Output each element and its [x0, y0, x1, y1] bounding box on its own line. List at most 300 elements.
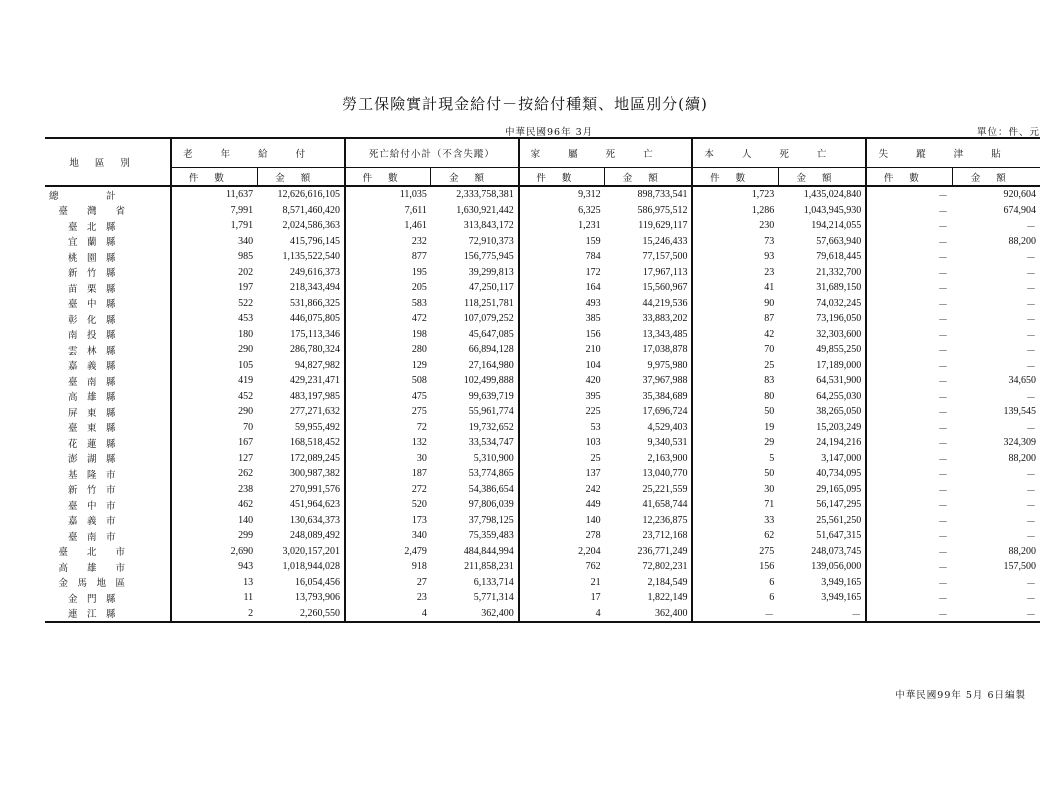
amount-cell: 17,696,724 [642, 406, 688, 418]
count-cell: 21 [519, 575, 605, 591]
count-cell: 41 [692, 280, 778, 296]
amount-cell: － [1026, 299, 1036, 311]
region-cell: 花 蓮 縣 [49, 438, 116, 450]
count-cell: 80 [692, 389, 778, 405]
count-cell: 299 [171, 528, 257, 544]
amount-cell: 2,163,900 [647, 452, 688, 464]
amount-cell: 286,780,324 [289, 344, 340, 356]
count-cell: 104 [519, 358, 605, 374]
count-cell: 70 [692, 342, 778, 358]
region-cell: 屏 東 縣 [49, 407, 116, 419]
table-row [45, 404, 1040, 420]
amount-cell: 33,534,747 [468, 437, 514, 449]
count-cell: 180 [171, 327, 257, 343]
table-row [45, 544, 1040, 560]
region-cell: 嘉 義 縣 [49, 361, 116, 373]
count-cell: － [866, 528, 952, 544]
amount-cell: 72,910,373 [468, 235, 514, 247]
amount-cell: 54,386,654 [468, 483, 514, 495]
count-cell: 7,991 [171, 203, 257, 219]
count-cell: － [866, 513, 952, 529]
region-cell: 臺 北 縣 [49, 221, 116, 233]
count-cell: 29 [692, 435, 778, 451]
count-cell: 290 [171, 342, 257, 358]
count-cell: 140 [519, 513, 605, 529]
count-cell: 27 [345, 575, 431, 591]
subheader-row [45, 168, 1040, 187]
count-cell: 62 [692, 528, 778, 544]
count-cell: 159 [519, 234, 605, 250]
table-row [45, 435, 1040, 451]
amount-cell: － [1026, 392, 1036, 404]
table-row [45, 559, 1040, 575]
amount-cell: 3,020,157,201 [282, 545, 340, 557]
amount-cell: 156,775,945 [463, 251, 514, 263]
amount-cell: 2,260,550 [299, 607, 340, 619]
table-row [45, 296, 1040, 312]
count-cell: 508 [345, 373, 431, 389]
count-cell: 93 [692, 249, 778, 265]
region-cell: 臺 南 縣 [49, 376, 116, 388]
count-cell: 42 [692, 327, 778, 343]
count-cell: － [866, 404, 952, 420]
region-cell: 南 投 縣 [49, 330, 116, 342]
amount-cell: 236,771,249 [637, 545, 688, 557]
amount-cell: 172,089,245 [289, 452, 340, 464]
amount-cell: 139,545 [1003, 406, 1036, 418]
amount-cell: － [1026, 268, 1036, 280]
count-cell: 23 [345, 590, 431, 606]
count-cell: 4 [345, 606, 431, 623]
amount-cell: 300,987,382 [289, 468, 340, 480]
count-cell: 2,204 [519, 544, 605, 560]
amount-cell: － [1026, 284, 1036, 296]
count-cell: 156 [519, 327, 605, 343]
amount-cell: 270,991,576 [289, 483, 340, 495]
region-cell: 高 雄 縣 [49, 392, 116, 404]
amount-cell: 248,073,745 [811, 545, 862, 557]
region-cell: 彰 化 縣 [49, 314, 116, 326]
count-cell: 449 [519, 497, 605, 513]
amount-cell: 34,650 [1008, 375, 1036, 387]
amount-cell: 33,883,202 [642, 313, 688, 325]
amount-cell: 1,822,149 [647, 592, 688, 604]
amount-cell: 23,712,168 [642, 530, 688, 542]
count-cell: 1,461 [345, 218, 431, 234]
amount-cell: 79,618,445 [816, 251, 862, 263]
count-cell: 1,286 [692, 203, 778, 219]
amount-cell: 49,855,250 [816, 344, 862, 356]
amount-cell: 21,332,700 [816, 266, 862, 278]
count-cell: 11,637 [171, 186, 257, 203]
region-cell: 基 隆 市 [49, 469, 116, 481]
amount-cell: － [1026, 578, 1036, 590]
count-cell: 583 [345, 296, 431, 312]
group-header-self-death: 本人死亡 [692, 138, 866, 168]
region-cell: 高 雄 市 [49, 562, 126, 574]
amount-cell: 898,733,541 [637, 189, 688, 201]
region-cell: 臺 南 市 [49, 531, 116, 543]
amount-cell: 313,843,172 [463, 220, 514, 232]
count-cell: 23 [692, 265, 778, 281]
count-cell: 395 [519, 389, 605, 405]
amount-cell: 1,630,921,442 [456, 204, 514, 216]
amount-cell: 51,647,315 [816, 530, 862, 542]
count-cell: － [866, 342, 952, 358]
amount-cell: 5,771,314 [473, 592, 514, 604]
count-cell: 71 [692, 497, 778, 513]
table-row [45, 265, 1040, 281]
count-cell: － [866, 435, 952, 451]
table-row [45, 528, 1040, 544]
count-cell: 918 [345, 559, 431, 575]
count-cell: 1,231 [519, 218, 605, 234]
count-cell: 472 [345, 311, 431, 327]
count-cell: 762 [519, 559, 605, 575]
amount-cell: 66,894,128 [468, 344, 514, 356]
amount-cell: 99,639,719 [468, 390, 514, 402]
region-cell: 臺 中 市 [49, 500, 116, 512]
group-header-missing-allowance: 失蹤津貼 [866, 138, 1040, 168]
amount-cell: 29,165,095 [816, 483, 862, 495]
amount-cell: － [1026, 501, 1036, 513]
amount-cell: 17,189,000 [816, 359, 862, 371]
count-cell: － [866, 311, 952, 327]
count-cell: － [866, 466, 952, 482]
amount-cell: 64,255,030 [816, 390, 862, 402]
amount-cell: 17,967,113 [642, 266, 688, 278]
table-row [45, 203, 1040, 219]
amount-cell: － [1026, 361, 1036, 373]
count-cell: 11,035 [345, 186, 431, 203]
unit-label: 單位：件、元 [976, 127, 1040, 138]
amount-cell: 218,343,494 [289, 282, 340, 294]
amount-cell: 47,250,117 [469, 282, 514, 294]
region-cell: 澎 湖 縣 [49, 454, 116, 466]
count-cell: 105 [171, 358, 257, 374]
amount-cell: 44,219,536 [642, 297, 688, 309]
amount-cell: 73,196,050 [816, 313, 862, 325]
count-cell: － [866, 575, 952, 591]
count-cell: － [692, 606, 778, 623]
count-cell: 1,723 [692, 186, 778, 203]
count-cell: － [866, 606, 952, 623]
group-header-family-death: 家屬死亡 [519, 138, 693, 168]
count-header: 件數 [345, 168, 431, 187]
region-cell: 苗 栗 縣 [49, 283, 116, 295]
region-cell: 嘉 義 市 [49, 516, 116, 528]
table-row [45, 513, 1040, 529]
amount-cell: 41,658,744 [642, 499, 688, 511]
table-row [45, 280, 1040, 296]
count-cell: 198 [345, 327, 431, 343]
amount-cell: 175,113,346 [290, 328, 340, 340]
count-cell: 452 [171, 389, 257, 405]
amount-cell: 484,844,994 [463, 545, 514, 557]
amount-cell: 3,147,000 [821, 452, 862, 464]
count-cell: 275 [692, 544, 778, 560]
count-cell: 53 [519, 420, 605, 436]
count-cell: － [866, 544, 952, 560]
amount-cell: 920,604 [1003, 189, 1036, 201]
count-cell: 195 [345, 265, 431, 281]
count-cell: 30 [692, 482, 778, 498]
count-cell: 197 [171, 280, 257, 296]
count-cell: 90 [692, 296, 778, 312]
count-header: 件數 [692, 168, 778, 187]
amount-cell: 13,343,485 [642, 328, 688, 340]
count-cell: 2 [171, 606, 257, 623]
amount-cell: 248,089,492 [289, 530, 340, 542]
count-cell: 225 [519, 404, 605, 420]
region-cell: 桃 園 縣 [49, 252, 116, 264]
count-cell: 72 [345, 420, 431, 436]
count-cell: － [866, 296, 952, 312]
count-cell: － [866, 497, 952, 513]
count-cell: 275 [345, 404, 431, 420]
amount-cell: 37,798,125 [468, 514, 514, 526]
region-cell: 臺 北 市 [49, 547, 126, 559]
count-cell: 50 [692, 466, 778, 482]
amount-cell: 446,075,805 [289, 313, 340, 325]
table-row [45, 606, 1040, 623]
amount-cell: 6,133,714 [473, 576, 514, 588]
amount-cell: 674,904 [1003, 204, 1036, 216]
amount-cell: 94,827,982 [294, 359, 340, 371]
amount-cell: 415,796,145 [289, 235, 340, 247]
count-cell: 242 [519, 482, 605, 498]
amount-cell: 59,955,492 [294, 421, 340, 433]
amount-cell: 9,340,531 [647, 437, 688, 449]
region-cell: 臺 東 縣 [49, 423, 116, 435]
amount-cell: 17,038,878 [642, 344, 688, 356]
amount-cell: 531,866,325 [289, 297, 340, 309]
count-cell: － [866, 249, 952, 265]
count-cell: 475 [345, 389, 431, 405]
amount-cell: 157,500 [1003, 561, 1036, 573]
count-cell: － [866, 373, 952, 389]
count-cell: 419 [171, 373, 257, 389]
amount-cell: 277,271,632 [289, 406, 340, 418]
count-cell: 238 [171, 482, 257, 498]
count-cell: 280 [345, 342, 431, 358]
region-cell: 臺 中 縣 [49, 299, 116, 311]
count-cell: 140 [171, 513, 257, 529]
region-cell: 總 計 [49, 190, 116, 202]
amount-header: 金額 [778, 168, 866, 187]
amount-cell: 45,647,085 [468, 328, 514, 340]
count-cell: 11 [171, 590, 257, 606]
amount-header: 金額 [431, 168, 519, 187]
amount-cell: 15,560,967 [642, 282, 688, 294]
amount-cell: 429,231,471 [289, 375, 340, 387]
count-cell: 25 [519, 451, 605, 467]
amount-cell: 249,616,373 [289, 266, 340, 278]
amount-cell: － [1026, 222, 1036, 234]
count-cell: 70 [171, 420, 257, 436]
count-cell: 25 [692, 358, 778, 374]
amount-header: 金額 [257, 168, 345, 187]
table-row [45, 234, 1040, 250]
count-cell: 87 [692, 311, 778, 327]
count-cell: 137 [519, 466, 605, 482]
count-cell: 172 [519, 265, 605, 281]
amount-cell: 586,975,512 [637, 204, 688, 216]
count-cell: 230 [692, 218, 778, 234]
amount-cell: 324,309 [1003, 437, 1036, 449]
count-cell: － [866, 186, 952, 203]
amount-cell: 75,359,483 [468, 530, 514, 542]
amount-cell: 483,197,985 [289, 390, 340, 402]
table-row [45, 311, 1040, 327]
count-cell: 493 [519, 296, 605, 312]
region-header: 地區別 [45, 138, 171, 186]
table-header [45, 138, 1040, 186]
amount-cell: 2,024,586,363 [282, 220, 340, 232]
count-cell: 290 [171, 404, 257, 420]
count-cell: 420 [519, 373, 605, 389]
count-cell: 520 [345, 497, 431, 513]
report-date: 中華民國96年 3月 [505, 127, 594, 138]
count-cell: 19 [692, 420, 778, 436]
region-cell: 金 馬 地 區 [49, 578, 126, 590]
count-header: 件數 [171, 168, 257, 187]
table-row [45, 327, 1040, 343]
count-cell: 187 [345, 466, 431, 482]
count-cell: 73 [692, 234, 778, 250]
count-cell: 173 [345, 513, 431, 529]
amount-cell: 19,732,652 [468, 421, 514, 433]
amount-cell: － [1026, 346, 1036, 358]
count-cell: － [866, 451, 952, 467]
count-cell: 340 [171, 234, 257, 250]
amount-cell: － [1026, 609, 1036, 621]
region-cell: 宜 蘭 縣 [49, 237, 116, 249]
table-row [45, 466, 1040, 482]
table-row [45, 420, 1040, 436]
count-cell: 156 [692, 559, 778, 575]
count-cell: 462 [171, 497, 257, 513]
region-cell: 新 竹 縣 [49, 268, 116, 280]
amount-cell: 9,975,980 [647, 359, 688, 371]
amount-cell: 64,531,900 [816, 375, 862, 387]
report-title: 勞工保險實計現金給付－按給付種類、地區別分(續) [342, 95, 708, 113]
amount-cell: 88,200 [1008, 545, 1036, 557]
count-cell: 103 [519, 435, 605, 451]
amount-cell: 57,663,940 [816, 235, 862, 247]
count-cell: 262 [171, 466, 257, 482]
count-cell: 83 [692, 373, 778, 389]
amount-cell: 39,299,813 [468, 266, 514, 278]
amount-cell: 211,858,231 [464, 561, 514, 573]
count-cell: 522 [171, 296, 257, 312]
count-cell: － [866, 559, 952, 575]
table-row [45, 218, 1040, 234]
amount-cell: － [851, 609, 862, 621]
amount-cell: 13,793,906 [294, 592, 340, 604]
count-cell: 385 [519, 311, 605, 327]
amount-cell: 1,018,944,028 [282, 561, 340, 573]
amount-cell: 97,806,039 [468, 499, 514, 511]
count-cell: 164 [519, 280, 605, 296]
count-cell: 2,690 [171, 544, 257, 560]
count-cell: － [866, 234, 952, 250]
count-cell: 205 [345, 280, 431, 296]
count-cell: 1,791 [171, 218, 257, 234]
table-row [45, 497, 1040, 513]
count-cell: 13 [171, 575, 257, 591]
amount-cell: 27,164,980 [468, 359, 514, 371]
amount-cell: 2,184,549 [647, 576, 688, 588]
region-cell: 臺 灣 省 [49, 206, 126, 218]
count-cell: － [866, 265, 952, 281]
count-cell: 453 [171, 311, 257, 327]
table-row [45, 342, 1040, 358]
amount-cell: 168,518,452 [289, 437, 340, 449]
amount-cell: 40,734,095 [816, 468, 862, 480]
count-cell: 278 [519, 528, 605, 544]
amount-cell: － [1026, 423, 1036, 435]
amount-cell: 55,961,774 [468, 406, 514, 418]
count-cell: 6 [692, 575, 778, 591]
table-row [45, 186, 1040, 203]
region-cell: 連 江 縣 [49, 609, 116, 621]
count-cell: 877 [345, 249, 431, 265]
table-row [45, 482, 1040, 498]
amount-cell: 77,157,500 [642, 251, 688, 263]
amount-cell: － [1026, 532, 1036, 544]
amount-cell: 38,265,050 [816, 406, 862, 418]
count-cell: － [866, 203, 952, 219]
count-cell: 340 [345, 528, 431, 544]
amount-cell: 15,203,249 [816, 421, 862, 433]
count-cell: 202 [171, 265, 257, 281]
count-cell: 17 [519, 590, 605, 606]
count-header: 件數 [519, 168, 605, 187]
amount-cell: － [1026, 315, 1036, 327]
region-cell: 新 竹 市 [49, 485, 116, 497]
count-cell: 30 [345, 451, 431, 467]
count-cell: 985 [171, 249, 257, 265]
amount-cell: 118,251,781 [464, 297, 514, 309]
amount-cell: 88,200 [1008, 235, 1036, 247]
amount-cell: 1,435,024,840 [803, 189, 862, 201]
count-cell: 2,479 [345, 544, 431, 560]
amount-cell: － [1026, 485, 1036, 497]
amount-cell: 56,147,295 [816, 499, 862, 511]
amount-cell: 25,561,250 [816, 514, 862, 526]
amount-cell: 362,400 [481, 607, 514, 619]
amount-cell: 1,135,522,540 [282, 251, 340, 263]
amount-cell: 37,967,988 [642, 375, 688, 387]
amount-cell: 32,303,600 [816, 328, 862, 340]
count-cell: 7,611 [345, 203, 431, 219]
amount-cell: － [1026, 594, 1036, 606]
count-cell: － [866, 590, 952, 606]
amount-cell: 25,221,559 [642, 483, 688, 495]
compiled-date: 中華民國99年 5月 6日編製 [895, 690, 1026, 701]
statistics-table [45, 137, 1040, 623]
count-cell: 232 [345, 234, 431, 250]
amount-cell: 15,246,433 [642, 235, 688, 247]
amount-cell: 194,214,055 [811, 220, 862, 232]
amount-cell: － [1026, 470, 1036, 482]
amount-header: 金額 [605, 168, 693, 187]
amount-cell: 88,200 [1008, 452, 1036, 464]
count-cell: － [866, 389, 952, 405]
amount-cell: 139,056,000 [811, 561, 862, 573]
amount-cell: － [1026, 516, 1036, 528]
